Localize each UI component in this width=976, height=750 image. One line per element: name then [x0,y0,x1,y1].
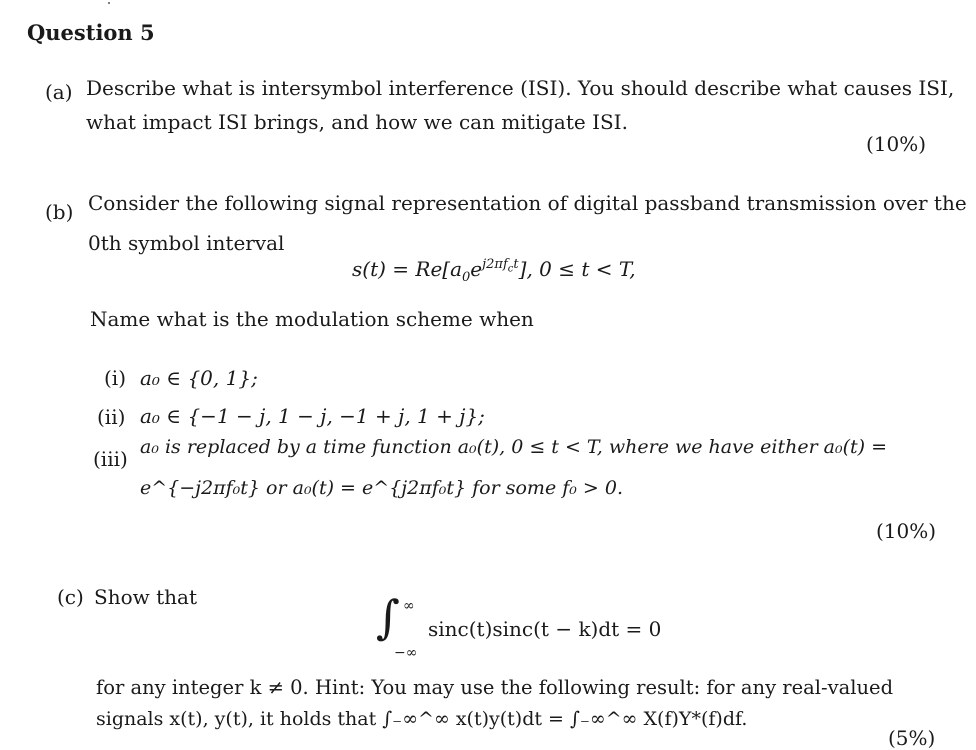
part-a-marks: (10%) [866,132,927,156]
part-b-marks: (10%) [876,519,937,543]
part-b-equation [352,257,636,285]
part-b-sub-iii-line1: a₀ is replaced by a time function a₀(t), 0 ≤ t < T, where we have either a₀(t) = [140,436,888,458]
eq-sub0: 0 [462,270,471,285]
part-b-line2: 0th symbol interval [88,231,285,255]
eq-rhs: ], 0 ≤ t < T, [518,257,636,281]
part-a-line1: Describe what is intersymbol interference (ISI). You should describe what causes ISI, [86,76,955,100]
part-b-sub-i-label: (i) [104,366,127,390]
eq-e: e [470,257,483,281]
part-c-label: (c) [57,585,84,609]
eq-exp-main: j2πf [482,257,508,273]
integral-lower-limit: −∞ [394,645,418,661]
part-b-label: (b) [45,200,74,224]
part-b-sub-iii-line2: e^{−j2πf₀t} or a₀(t) = e^{j2πf₀t} for some f₀ > 0. [140,477,624,499]
part-b-sub-iii-label: (iii) [93,447,128,471]
part-c-line2: for any integer k ≠ 0. Hint: You may use the following result: for any real-valued [96,676,894,699]
part-a-line2: what impact ISI brings, and how we can mitigate ISI. [86,110,628,134]
part-c-line1: Show that [94,585,197,609]
integral-integrand: sinc(t)sinc(t − k)dt = 0 [428,617,662,641]
part-b-sub-i: a₀ ∈ {0, 1}; [140,366,258,390]
part-b-sub-ii: a₀ ∈ {−1 − j, 1 − j, −1 + j, 1 + j}; [140,404,485,428]
part-b-prompt: Name what is the modulation scheme when [90,307,534,331]
part-c-line3: signals x(t), y(t), it holds that ∫₋∞^∞ x(t)y(t)dt = ∫₋∞^∞ X(f)Y*(f)df. [96,708,748,730]
integral-upper-limit: ∞ [403,598,415,614]
question-title: Question 5 [27,20,155,45]
part-c-marks: (5%) [888,726,936,750]
eq-exp-t: t [513,257,519,273]
integral-sign: ∫ [376,590,400,644]
eq-exponent [482,257,519,275]
part-b-line1: Consider the following signal representation of digital passband transmission over the [88,191,967,215]
part-b-sub-ii-label: (ii) [97,405,126,429]
eq-lhs: s(t) = Re[a [352,257,462,281]
part-a-label: (a) [45,80,73,104]
scan-speck [108,2,110,4]
eq-exp-sub: c [507,263,514,275]
